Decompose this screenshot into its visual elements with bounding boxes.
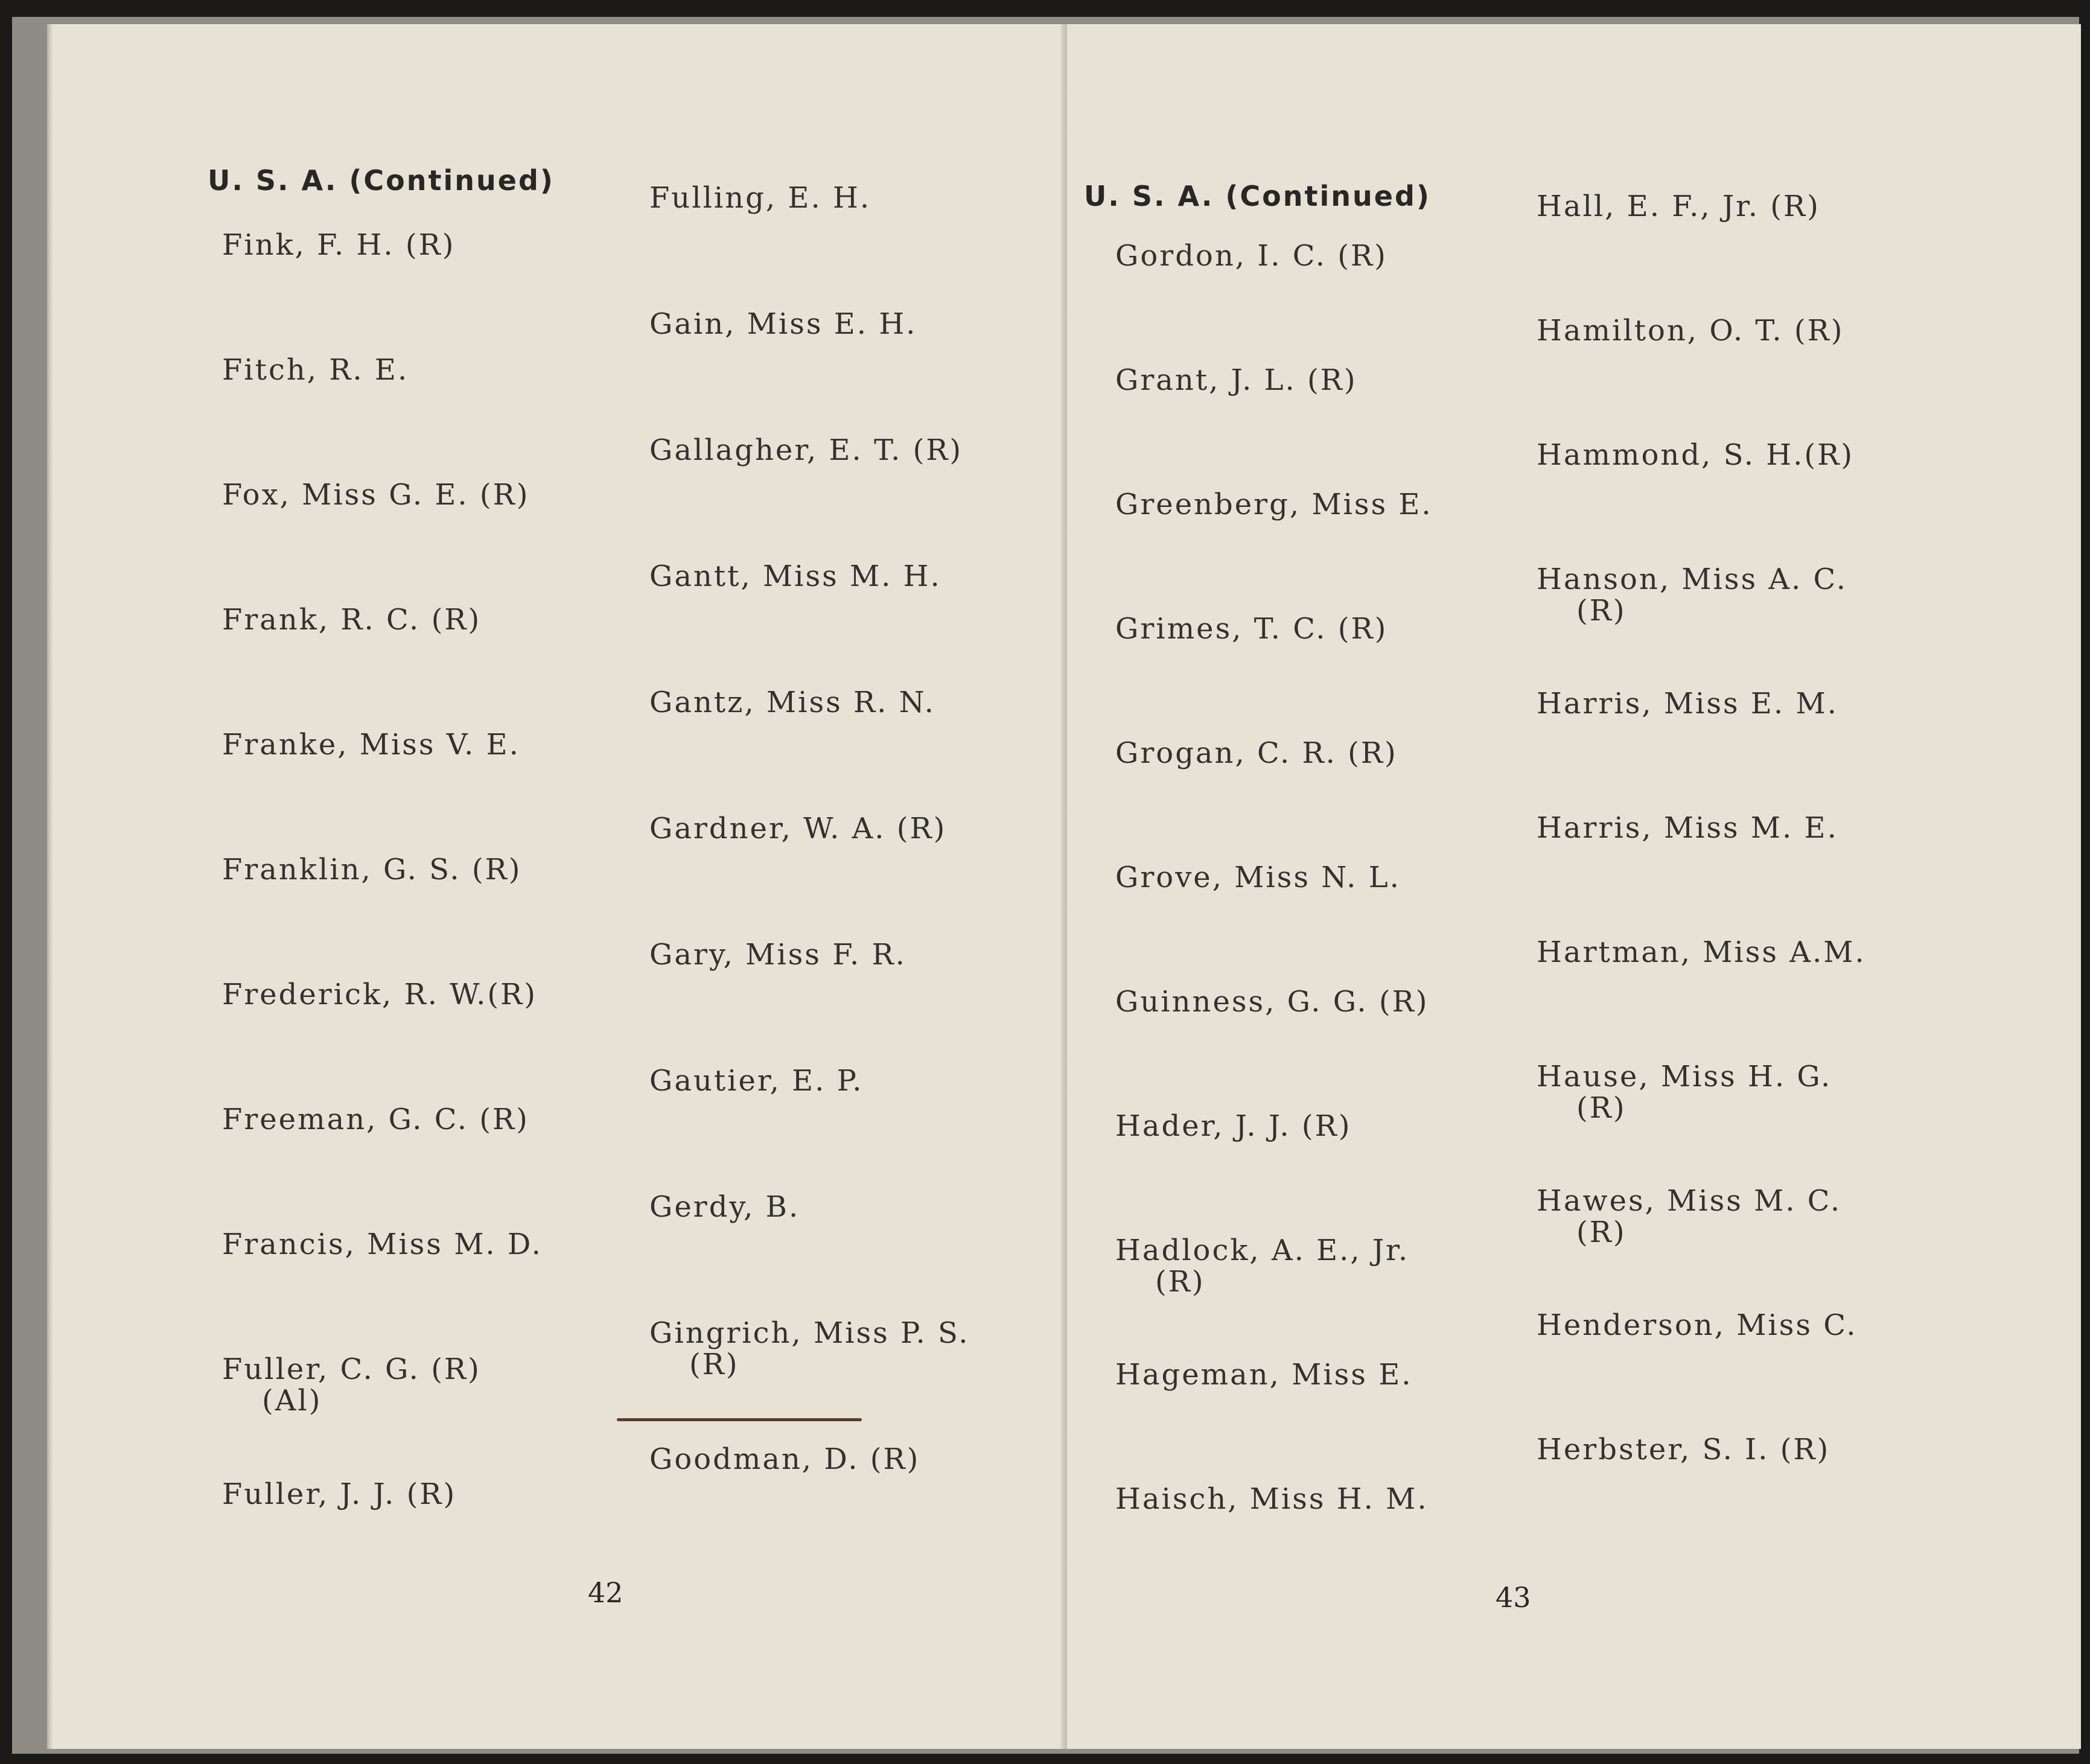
page-heading: U. S. A. (Continued) xyxy=(208,164,555,197)
name-entry: Gary, Miss F. R. xyxy=(649,938,906,972)
name-entry-continuation: (R) xyxy=(1576,1215,1626,1249)
name-entry: Gain, Miss E. H. xyxy=(649,307,917,341)
name-entry-continuation: (R) xyxy=(689,1348,739,1381)
name-entry: Gantt, Miss M. H. xyxy=(649,559,941,593)
name-entry-continuation: (R) xyxy=(1576,594,1626,628)
name-entry: Hall, E. F., Jr. (R) xyxy=(1537,189,1820,223)
name-entry: Grant, J. L. (R) xyxy=(1115,363,1357,397)
page-number: 42 xyxy=(588,1576,623,1609)
name-entry: Gardner, W. A. (R) xyxy=(649,812,947,845)
name-entry: Harris, Miss M. E. xyxy=(1537,811,1838,845)
name-entry: Francis, Miss M. D. xyxy=(222,1227,543,1261)
name-entry: Gingrich, Miss P. S. xyxy=(649,1316,970,1350)
name-entry: Hammond, S. H.(R) xyxy=(1537,438,1854,472)
page-number: 43 xyxy=(1496,1581,1531,1614)
name-entry: Haisch, Miss H. M. xyxy=(1115,1482,1429,1516)
name-entry: Fink, F. H. (R) xyxy=(222,228,456,262)
name-entry-continuation: (Al) xyxy=(262,1384,322,1418)
handwritten-underline xyxy=(617,1418,862,1421)
name-entry: Grimes, T. C. (R) xyxy=(1115,612,1388,646)
name-entry: Gantz, Miss R. N. xyxy=(649,686,935,719)
name-entry: Guinness, G. G. (R) xyxy=(1115,985,1429,1019)
name-entry: Frank, R. C. (R) xyxy=(222,603,482,637)
left-page xyxy=(47,24,1067,1749)
name-entry: Harris, Miss E. M. xyxy=(1537,687,1838,721)
name-entry: Hader, J. J. (R) xyxy=(1115,1109,1352,1143)
name-entry: Hageman, Miss E. xyxy=(1115,1358,1413,1392)
name-entry: Gerdy, B. xyxy=(649,1190,800,1224)
name-entry: Gautier, E. P. xyxy=(649,1064,864,1098)
right-page xyxy=(1067,24,2081,1749)
name-entry: Franke, Miss V. E. xyxy=(222,728,520,762)
name-entry: Fulling, E. H. xyxy=(649,181,871,215)
name-entry: Gordon, I. C. (R) xyxy=(1115,239,1387,273)
name-entry: Gallagher, E. T. (R) xyxy=(649,433,963,467)
name-entry: Franklin, G. S. (R) xyxy=(222,853,522,887)
name-entry: Fitch, R. E. xyxy=(222,353,409,387)
name-entry: Goodman, D. (R) xyxy=(649,1442,920,1476)
name-entry: Fuller, J. J. (R) xyxy=(222,1477,457,1511)
name-entry: Grogan, C. R. (R) xyxy=(1115,736,1398,770)
name-entry: Hadlock, A. E., Jr. xyxy=(1115,1234,1410,1267)
name-entry: Henderson, Miss C. xyxy=(1537,1308,1858,1342)
name-entry: Hawes, Miss M. C. xyxy=(1537,1184,1842,1218)
name-entry: Freeman, G. C. (R) xyxy=(222,1103,529,1136)
name-entry: Fuller, C. G. (R) xyxy=(222,1352,481,1386)
name-entry: Fox, Miss G. E. (R) xyxy=(222,478,530,512)
name-entry: Hartman, Miss A.M. xyxy=(1537,935,1866,969)
name-entry: Frederick, R. W.(R) xyxy=(222,978,538,1011)
booklet-spread xyxy=(12,17,2079,1754)
name-entry: Hause, Miss H. G. xyxy=(1537,1060,1832,1094)
name-entry: Hamilton, O. T. (R) xyxy=(1537,314,1844,348)
name-entry: Herbster, S. I. (R) xyxy=(1537,1433,1830,1466)
name-entry-continuation: (R) xyxy=(1576,1091,1626,1125)
name-entry: Grove, Miss N. L. xyxy=(1115,861,1401,894)
name-entry-continuation: (R) xyxy=(1155,1265,1205,1299)
name-entry: Hanson, Miss A. C. xyxy=(1537,562,1847,596)
page-heading: U. S. A. (Continued) xyxy=(1084,180,1431,212)
name-entry: Greenberg, Miss E. xyxy=(1115,488,1433,521)
